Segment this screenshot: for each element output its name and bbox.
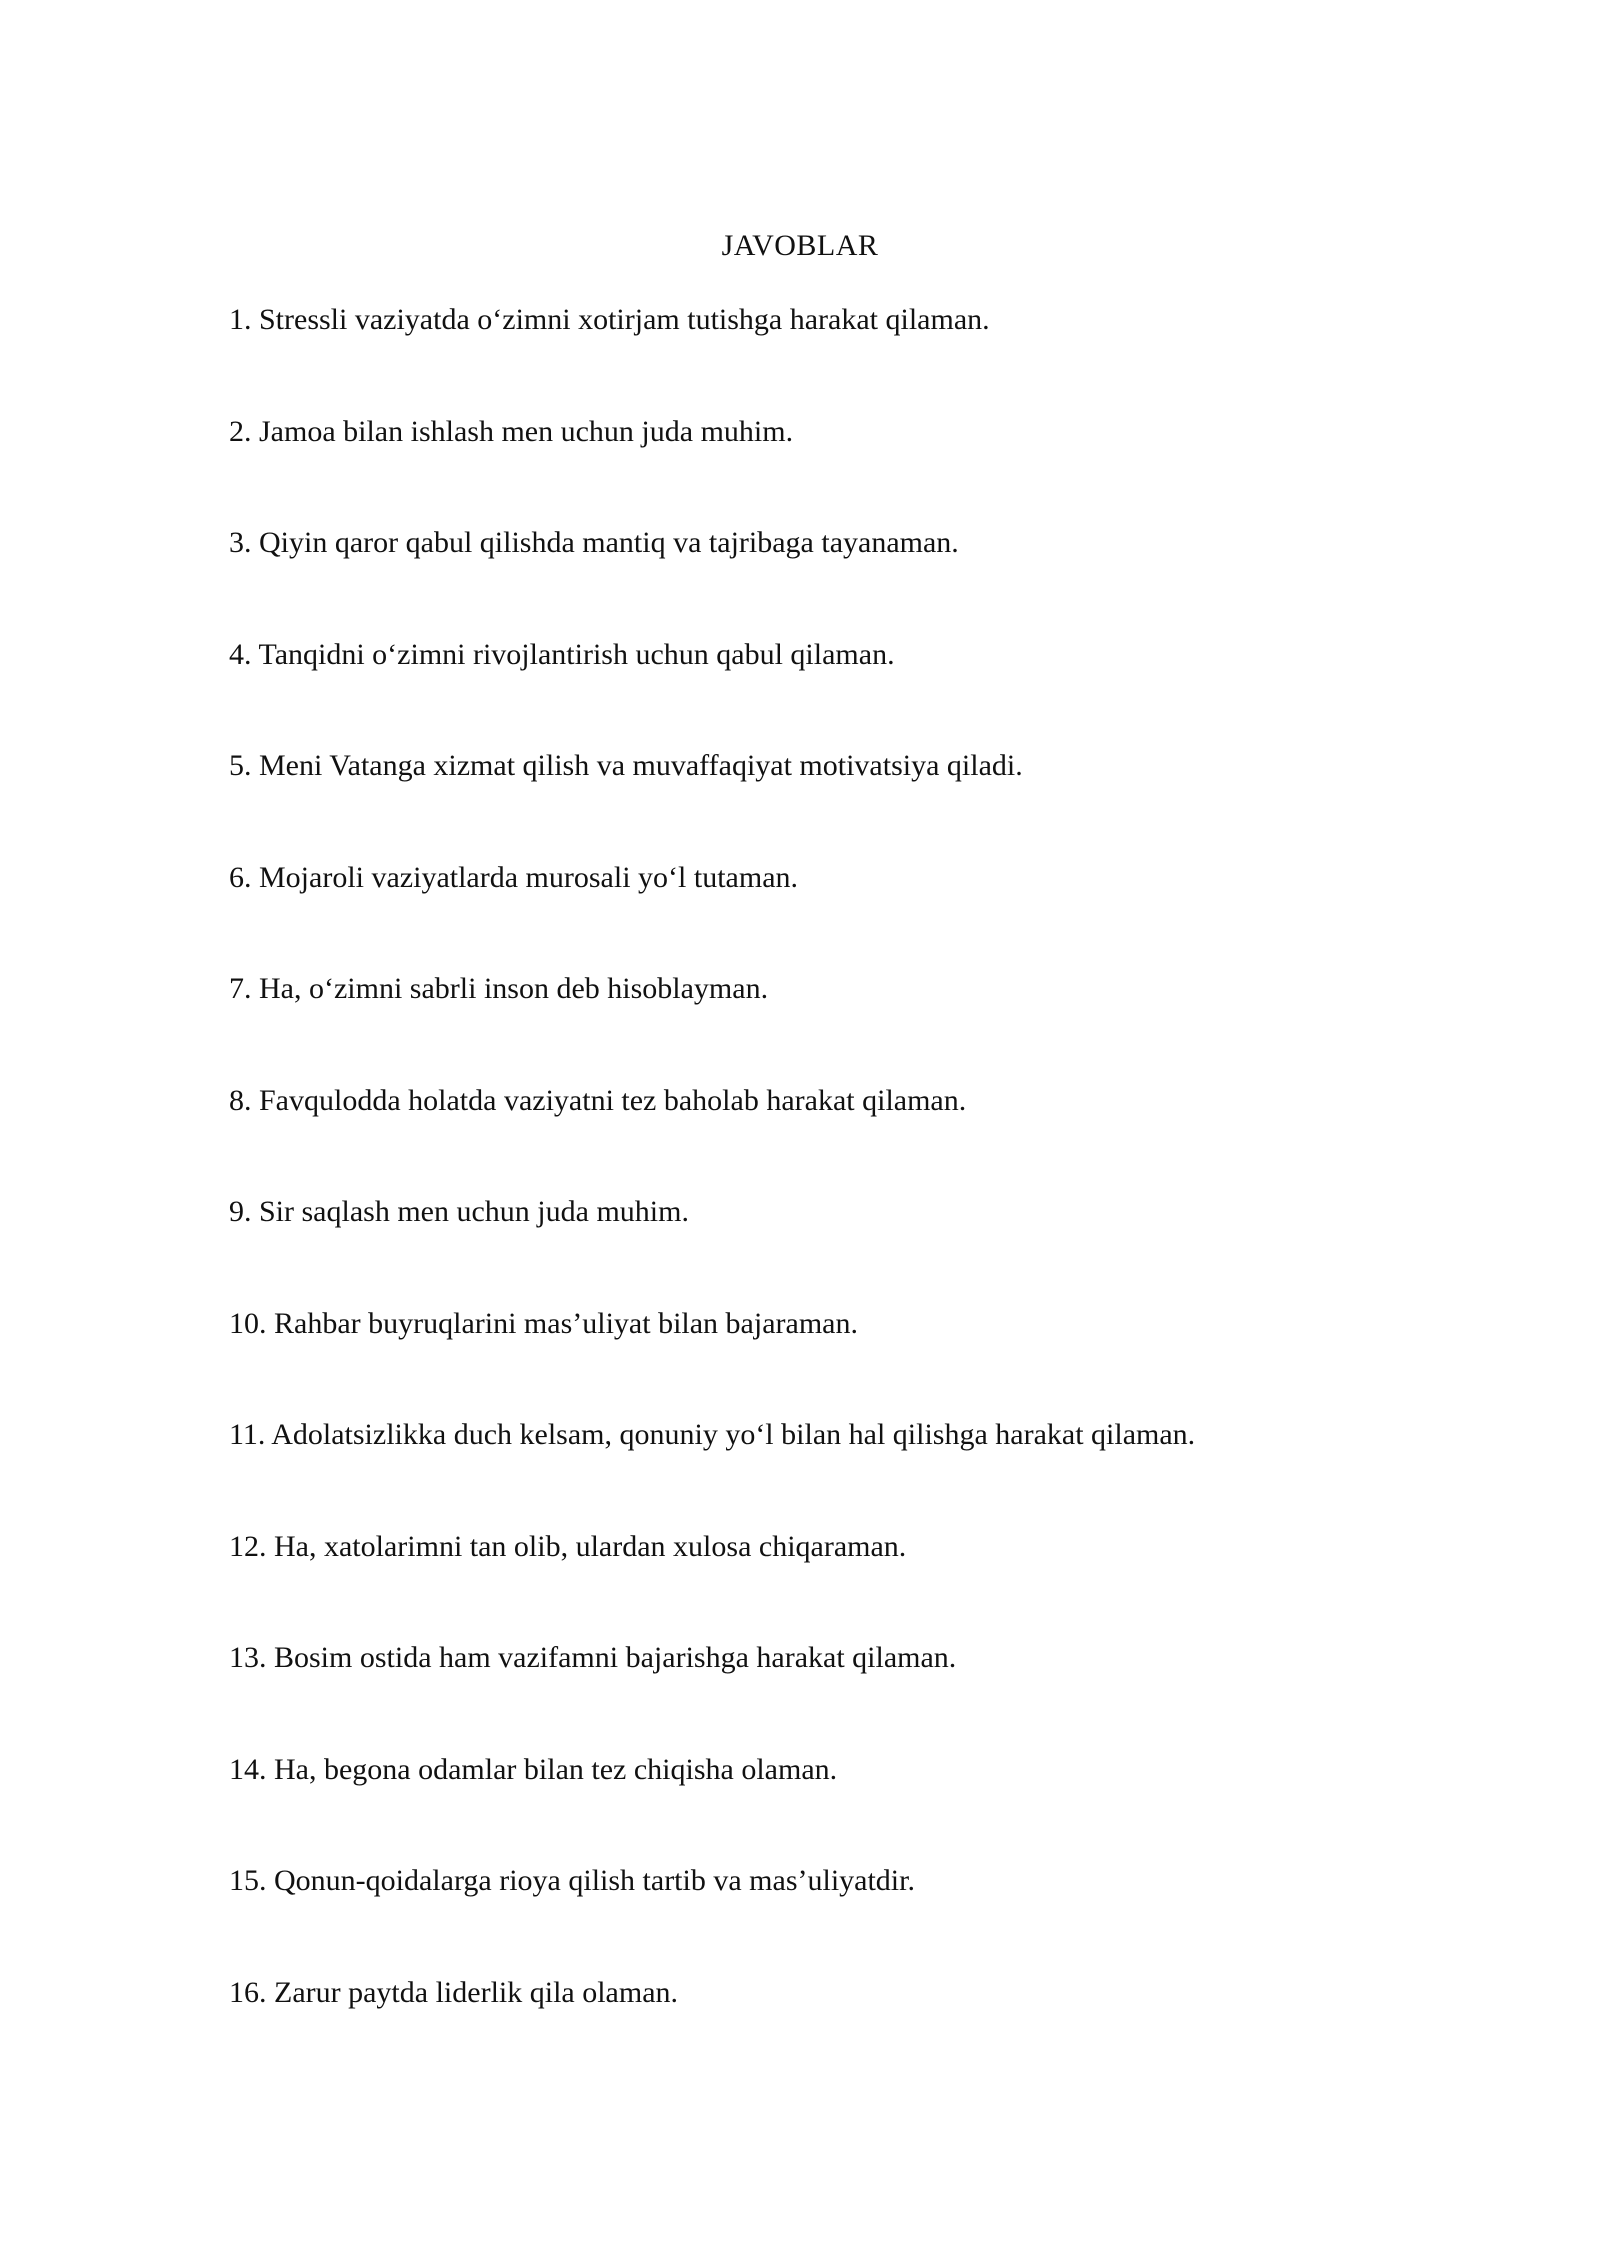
answer-item: 4. Tanqidni o‘zimni rivojlantirish uchun qabul qilaman. xyxy=(229,637,895,671)
answer-item: 16. Zarur paytda liderlik qila olaman. xyxy=(229,1975,679,2009)
answer-item: 10. Rahbar buyruqlarini mas’uliyat bilan bajaraman. xyxy=(229,1306,858,1340)
answer-item: 6. Mojaroli vaziyatlarda murosali yo‘l tutaman. xyxy=(229,860,799,894)
answer-item: 7. Ha, o‘zimni sabrli inson deb hisoblayman. xyxy=(229,972,769,1005)
answer-item: 11. Adolatsizlikka duch kelsam, qonuniy yo‘l bilan hal qilishga harakat qilaman. xyxy=(229,1418,1196,1451)
answer-item: 5. Meni Vatanga xizmat qilish va muvaffaqiyat motivatsiya qiladi. xyxy=(229,749,1023,782)
answer-item: 15. Qonun-qoidalarga rioya qilish tartib va mas’uliyatdir. xyxy=(229,1864,915,1897)
answer-item: 9. Sir saqlash men uchun juda muhim. xyxy=(229,1195,689,1228)
answer-item: 12. Ha, xatolarimni tan olib, ulardan xulosa chiqaraman. xyxy=(229,1529,907,1563)
document-title: JAVOBLAR xyxy=(721,229,879,262)
answer-item: 14. Ha, begona odamlar bilan tez chiqisha olaman. xyxy=(229,1752,838,1786)
answer-item: 2. Jamoa bilan ishlash men uchun juda muhim. xyxy=(229,414,794,448)
answer-item: 8. Favqulodda holatda vaziyatni tez baholab harakat qilaman. xyxy=(229,1083,967,1117)
answers-list xyxy=(229,298,1479,2082)
answer-item: 3. Qiyin qaror qabul qilishda mantiq va tajribaga tayanaman. xyxy=(229,526,959,559)
answer-item: 1. Stressli vaziyatda o‘zimni xotirjam tutishga harakat qilaman. xyxy=(229,303,990,336)
answer-item: 13. Bosim ostida ham vazifamni bajarishga harakat qilaman. xyxy=(229,1641,957,1674)
